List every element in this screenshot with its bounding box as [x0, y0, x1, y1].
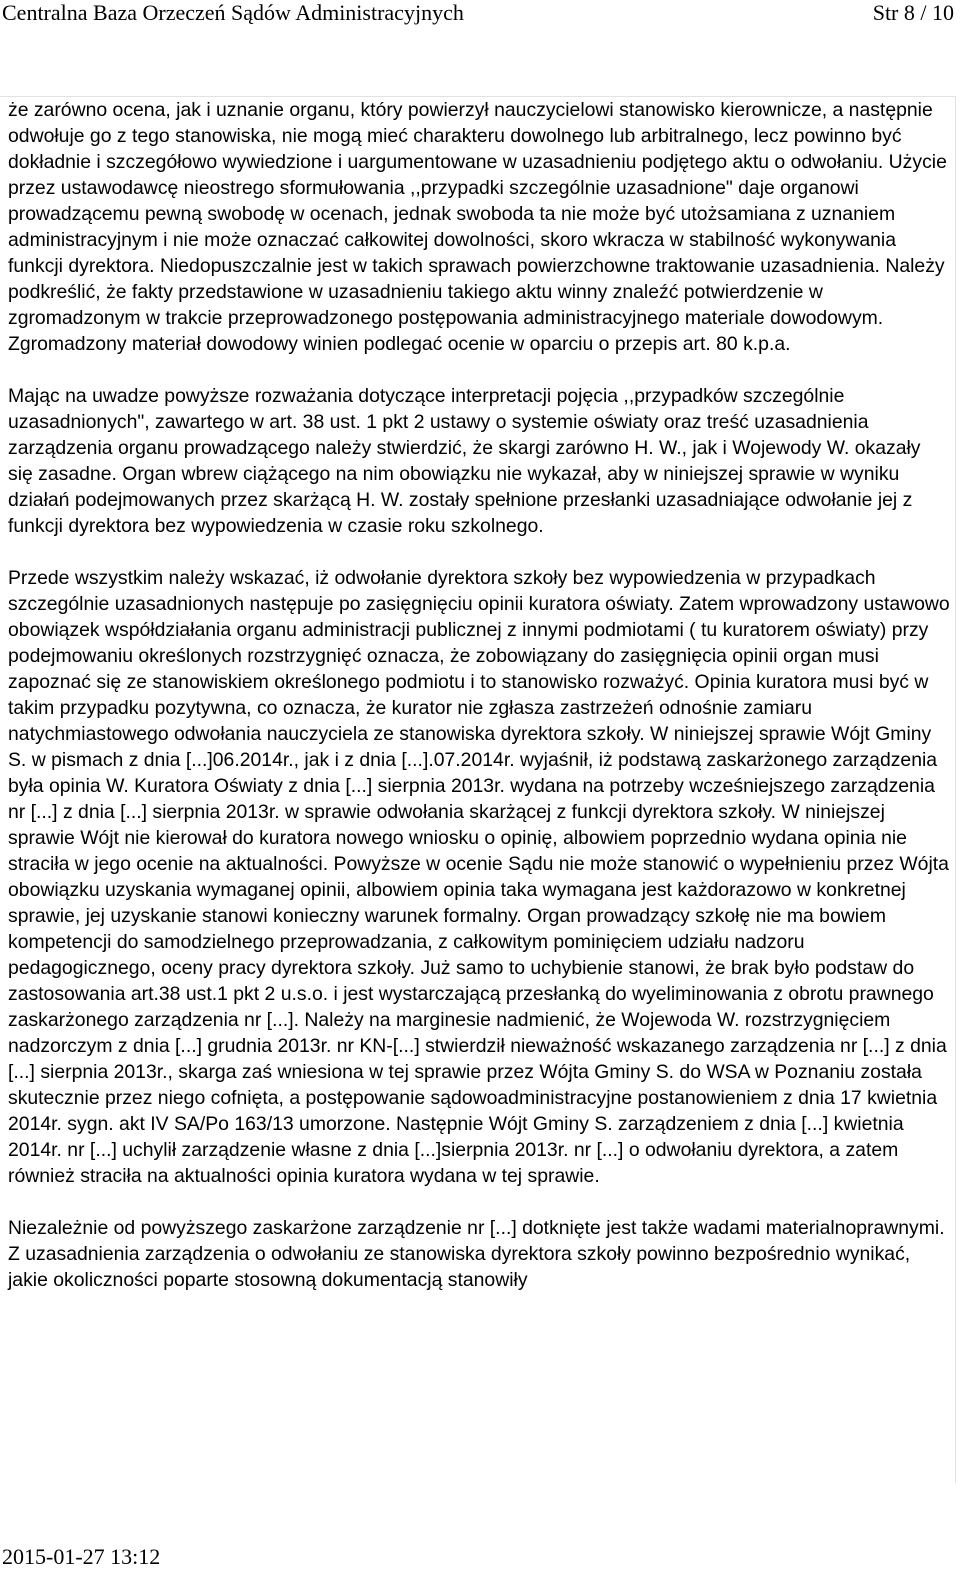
paragraph-3: Przede wszystkim należy wskazać, iż odwołanie dyrektora szkoły bez wypowiedzenia w przypadkach szczególnie uzasadnionych następuje po zasięgnięciu opinii kuratora oświaty. Zatem wprowadzony ustawowo obowiązek współdziałania organu administracji publicznej z innymi podmiotami ( tu kuratorem oświaty) przy podejmowaniu określonych rozstrzygnięć oznacza, że zobowiązany do zasięgnięcia opinii organ musi zapoznać się ze stanowiskiem określonego podmiotu i to stanowisko rozważyć. Opinia kuratora musi być w takim przypadku pozytywna, co oznacza, że kurator nie zgłasza zastrzeżeń odnośnie zamiaru natychmiastowego odwołania nauczyciela ze stanowiska dyrektora szkoły. W niniejszej sprawie Wójt Gminy S. w pismach z dnia [...]06.2014r., jak i z dnia [...].07.2014r. wyjaśnił, iż podstawą zaskarżonego zarządzenia była opinia W. Kuratora Oświaty z dnia [...] sierpnia 2013r. wydana na potrzeby wcześniejszego zarządzenia nr [...] z dnia [...] sierpnia 2013r. w sprawie odwołania skarżącej z funkcji dyrektora szkoły. W niniejszej sprawie Wójt nie kierował do kuratora nowego wniosku o opinię, albowiem poprzednio wydana opinia nie straciła w jego ocenie na aktualności. Powyższe w ocenie Sądu nie może stanowić o wypełnieniu przez Wójta obowiązku uzyskania wymaganej opinii, albowiem opinia taka wymagana jest każdorazowo w konkretnej sprawie, jej uzyskanie stanowi konieczny warunek formalny. Organ prowadzący szkołę nie ma bowiem kompetencji do samodzielnego przeprowadzania, z całkowitym pominięciem udziału nadzoru pedagogicznego, oceny pracy dyrektora szkoły. Już samo to uchybienie stanowi, że brak było podstaw do zastosowania art.38 ust.1 pkt 2 u.s.o. i jest wystarczającą przesłanką do wyeliminowania z obrotu prawnego zaskarżonego zarządzenia nr [...]. Należy na marginesie nadmienić, że Wojewoda W. rozstrzygnięciem nadzorczym z dnia [...] grudnia 2013r. nr KN-[...] stwierdził nieważność wskazanego zarządzenia nr [...] z dnia [...] sierpnia 2013r., skarga zaś wniesiona w tej sprawie przez Wójta Gminy S. do WSA w Poznaniu została skutecznie przez niego cofnięta, a postępowanie sądowoadministracyjne postanowieniem z dnia 17 kwietnia 2014r. sygn. akt IV SA/Po 163/13 umorzone. Następnie Wójt Gminy S. zarządzeniem z dnia [...] kwietnia 2014r. nr [...] uchylił zarządzenie własne z dnia [...]sierpnia 2013r. nr [...] o odwołaniu dyrektora, a zatem również straciła na aktualności opinia kuratora wydana w tej sprawie. [8, 567, 950, 1187]
page-header [0, 0, 960, 30]
paragraph-4: Niezależnie od powyższego zaskarżone zarządzenie nr [...] dotknięte jest także wadami materialnoprawnymi. Z uzasadnienia zarządzenia o odwołaniu ze stanowiska dyrektora szkoły powinno bezpośrednio wynikać, jakie okoliczności poparte stosowną dokumentacją stanowiły [8, 1217, 945, 1291]
document-body [8, 97, 950, 1293]
page-indicator: Str 8 / 10 [872, 0, 954, 25]
paragraph-1: że zarówno ocena, jak i uznanie organu, który powierzył nauczycielowi stanowisko kierownicze, a następnie odwołuje go z tego stanowiska, nie mogą mieć charakteru dowolnego lub arbitralnego, lecz powinno być dokładnie i szczegółowo wywiedzione i uargumentowane w uzasadnieniu podjętego aktu o odwołaniu. Użycie przez ustawodawcę nieostrego sformułowania ,,przypadki szczególnie uzasadnione" daje organowi prowadzącemu pewną swobodę w ocenach, jednak swoboda ta nie może być utożsamiana z uznaniem administracyjnym i nie może oznaczać całkowitej dowolności, skoro wkracza w stabilność wykonywania funkcji dyrektora. Niedopuszczalnie jest w takich sprawach powierzchowne traktowanie uzasadnienia. Należy podkreślić, że fakty przedstawione w uzasadnieniu takiego aktu winny znaleźć potwierdzenie w zgromadzonym w trakcie przeprowadzonego postępowania administracyjnego materiale dowodowym. Zgromadzony materiał dowodowy winien podlegać ocenie w oparciu o przepis art. 80 k.p.a. [8, 99, 947, 355]
header-title: Centralna Baza Orzeczeń Sądów Administracyjnych [2, 0, 464, 25]
paragraph-2: Mając na uwadze powyższe rozważania dotyczące interpretacji pojęcia ,,przypadków szczególnie uzasadnionych", zawartego w art. 38 ust. 1 pkt 2 ustawy o systemie oświaty oraz treść uzasadnienia zarządzenia organu prowadzącego należy stwierdzić, że skargi zarówno H. W., jak i Wojewody W. okazały się zasadne. Organ wbrew ciążącego na nim obowiązku nie wykazał, aby w niniejszej sprawie w wyniku działań podejmowanych przez skarżącą H. W. zostały spełnione przesłanki uzasadniające odwołanie jej z funkcji dyrektora bez wypowiedzenia w czasie roku szkolnego. [8, 385, 921, 537]
footer-timestamp: 2015-01-27 13:12 [2, 1544, 161, 1569]
